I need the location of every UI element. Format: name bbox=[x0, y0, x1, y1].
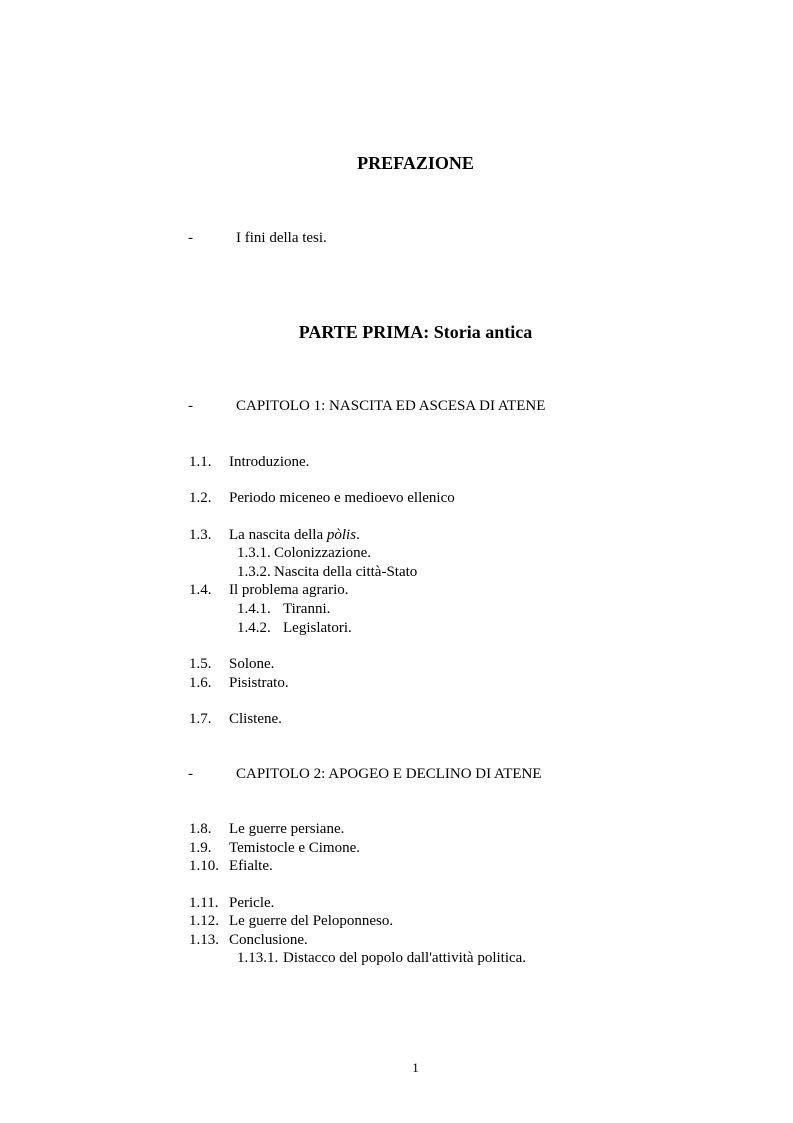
toc-entry: Clistene. bbox=[229, 711, 282, 727]
preface-item-text: I fini della tesi. bbox=[236, 230, 327, 246]
toc-subnumber: 1.3.2. bbox=[237, 564, 271, 580]
toc-entry: Le guerre persiane. bbox=[229, 821, 345, 837]
toc-number: 1.5. bbox=[189, 656, 212, 672]
toc-subentry: Legislatori. bbox=[283, 620, 352, 636]
chapter2-title: CAPITOLO 2: APOGEO E DECLINO DI ATENE bbox=[236, 766, 542, 782]
toc-subentry: Nascita della città-Stato bbox=[274, 564, 418, 580]
toc-number: 1.4. bbox=[189, 582, 212, 598]
toc-entry bbox=[229, 526, 360, 544]
toc-number: 1.12. bbox=[189, 913, 219, 929]
toc-number: 1.7. bbox=[189, 711, 212, 727]
toc-number: 1.11. bbox=[189, 895, 219, 911]
part-one-heading: PARTE PRIMA: Storia antica bbox=[298, 322, 533, 342]
toc-entry: Conclusione. bbox=[229, 932, 308, 948]
toc-subentry: Tiranni. bbox=[283, 601, 331, 617]
toc-entry-suffix: . bbox=[356, 527, 360, 543]
toc-subentry: Colonizzazione. bbox=[274, 545, 372, 561]
toc-subnumber: 1.13.1. bbox=[237, 950, 279, 966]
toc-entry: Solone. bbox=[229, 656, 275, 672]
toc-number: 1.13. bbox=[189, 932, 219, 948]
toc-entry: Introduzione. bbox=[229, 454, 310, 470]
toc-number: 1.6. bbox=[189, 675, 212, 691]
toc-entry: Pisistrato. bbox=[229, 675, 289, 691]
toc-number: 1.8. bbox=[189, 821, 212, 837]
chapter1-bullet: - bbox=[188, 398, 193, 414]
preface-item-bullet: - bbox=[188, 230, 193, 246]
toc-entry: Temistocle e Cimone. bbox=[229, 840, 361, 856]
toc-entry: Efialte. bbox=[229, 858, 273, 874]
toc-number: 1.10. bbox=[189, 858, 219, 874]
toc-entry: Le guerre del Peloponneso. bbox=[229, 913, 394, 929]
toc-number: 1.3. bbox=[189, 527, 212, 543]
toc-number: 1.9. bbox=[189, 840, 212, 856]
toc-number: 1.1. bbox=[189, 454, 212, 470]
toc-entry-prefix: La nascita della bbox=[229, 527, 327, 543]
toc-entry: Il problema agrario. bbox=[229, 582, 349, 598]
chapter1-title: CAPITOLO 1: NASCITA ED ASCESA DI ATENE bbox=[236, 398, 546, 414]
preface-heading: PREFAZIONE bbox=[357, 153, 474, 173]
chapter2-bullet: - bbox=[188, 766, 193, 782]
toc-subentry: Distacco del popolo dall'attività politica. bbox=[283, 950, 527, 966]
toc-number: 1.2. bbox=[189, 490, 212, 506]
toc-entry: Periodo miceneo e medioevo ellenico bbox=[229, 490, 455, 506]
toc-subnumber: 1.4.2. bbox=[237, 620, 271, 636]
page-number: 1 bbox=[412, 1060, 419, 1075]
toc-entry: Pericle. bbox=[229, 895, 275, 911]
toc-subnumber: 1.3.1. bbox=[237, 545, 271, 561]
toc-subnumber: 1.4.1. bbox=[237, 601, 271, 617]
toc-entry-emphasis: pòlis bbox=[326, 527, 357, 543]
